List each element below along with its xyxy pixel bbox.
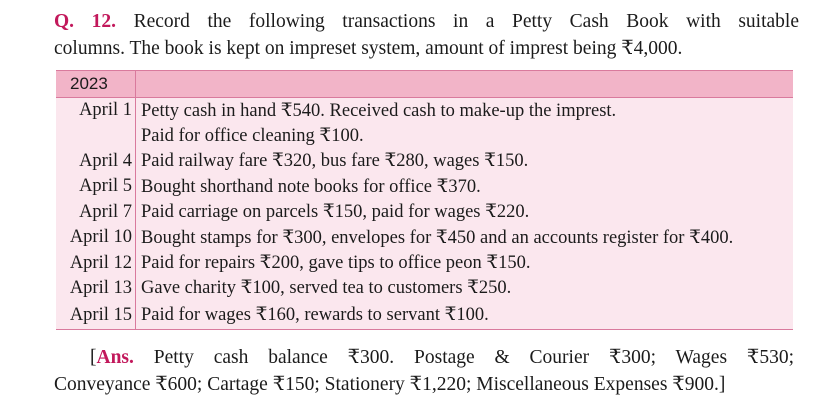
row-date: April 13 — [56, 276, 136, 301]
row-date: April 4 — [56, 149, 136, 174]
table-row — [56, 200, 793, 225]
answer-label: Ans. — [96, 347, 134, 368]
question-number: Q. 12. — [54, 11, 116, 32]
answer-text-1: Petty cash balance ₹300. Postage & Courier ₹300; Wages ₹530; — [153, 347, 794, 368]
row-date: April 12 — [56, 250, 136, 275]
row-description: Gave charity ₹100, served tea to customers ₹250. — [141, 278, 512, 299]
row-description: Paid railway fare ₹320, bus fare ₹280, wages ₹150. — [141, 151, 529, 172]
row-description: Paid carriage on parcels ₹150, paid for wages ₹220. — [141, 202, 530, 223]
table-row — [56, 301, 793, 330]
row-description: Paid for repairs ₹200, gave tips to office peon ₹150. — [141, 253, 531, 274]
table-row — [56, 123, 793, 148]
row-date: April 7 — [56, 200, 136, 225]
year-header: 2023 — [56, 71, 136, 98]
answer-line-1 — [54, 344, 794, 371]
row-description: Bought shorthand note books for office ₹370. — [141, 176, 481, 197]
question-line-2: columns. The book is kept on impreset system, amount of imprest being ₹4,000. — [54, 38, 683, 59]
answer-open-bracket: [ — [90, 347, 97, 368]
answer-line-2: Conveyance ₹600; Cartage ₹150; Stationery ₹1,220; Miscellaneous Expenses ₹900.] — [54, 374, 726, 395]
table-header-row — [56, 71, 793, 98]
transactions-table — [56, 70, 793, 330]
table-row — [56, 149, 793, 174]
table-row — [56, 98, 793, 124]
row-date: April 15 — [56, 301, 136, 330]
question-text-1: Record the following transactions in a Petty Cash Book with suitable — [133, 11, 799, 32]
table-row — [56, 174, 793, 199]
row-date — [56, 123, 136, 148]
answer-block — [54, 344, 794, 398]
row-description: Bought stamps for ₹300, envelopes for ₹450 and an accounts register for ₹400. — [141, 227, 734, 248]
row-date: April 1 — [56, 98, 136, 124]
table-row — [56, 250, 793, 275]
question-line-1 — [54, 8, 799, 35]
row-date: April 10 — [56, 225, 136, 250]
row-date: April 5 — [56, 174, 136, 199]
row-description: Petty cash in hand ₹540. Received cash to make-up the imprest. — [141, 100, 617, 121]
row-description: Paid for wages ₹160, rewards to servant ₹100. — [136, 301, 794, 330]
question-block — [54, 8, 799, 62]
table-row — [56, 276, 793, 301]
row-description: Paid for office cleaning ₹100. — [141, 126, 364, 147]
description-header — [136, 71, 794, 98]
table-row — [56, 225, 793, 250]
